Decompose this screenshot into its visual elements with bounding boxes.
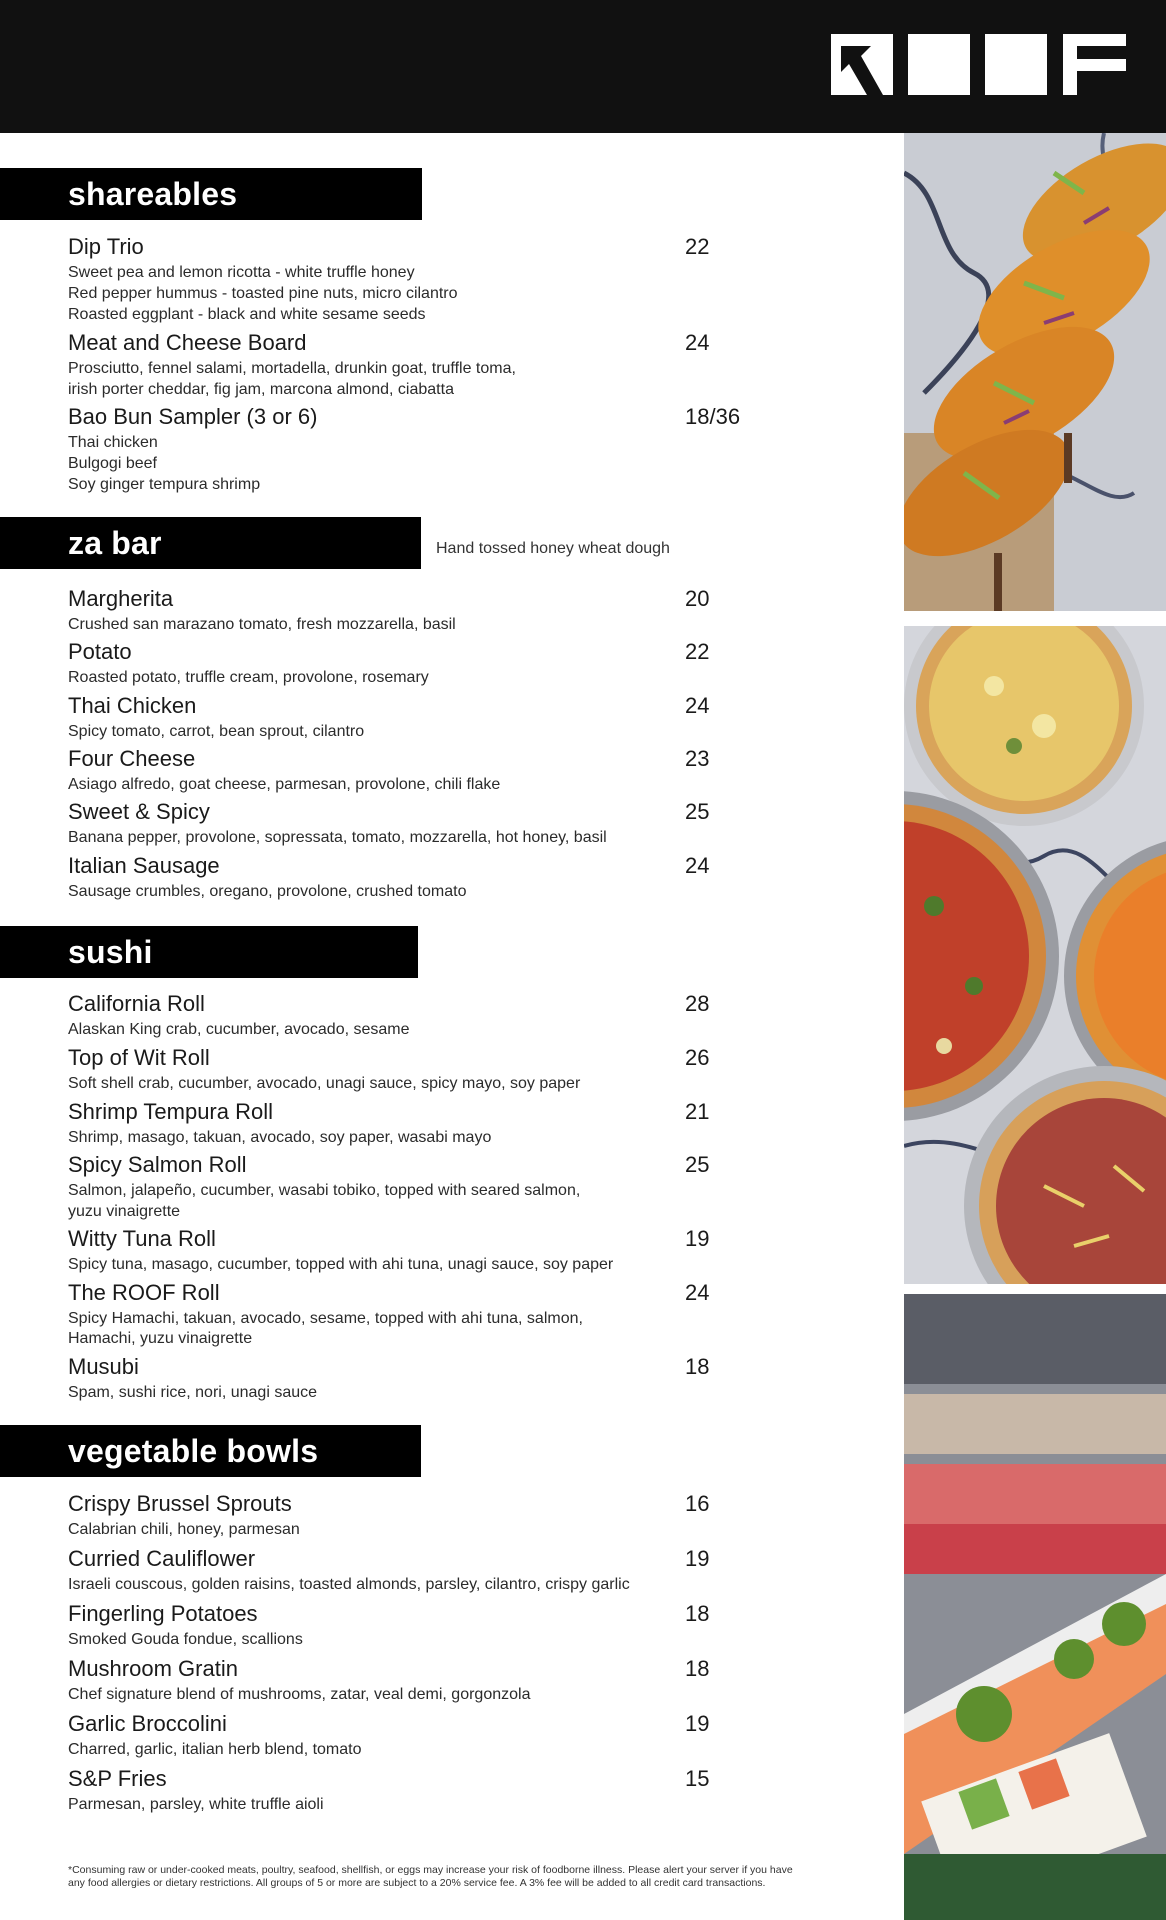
menu-item-price: 24 (685, 330, 710, 355)
menu-item-price: 25 (685, 799, 710, 824)
menu-item-name: Four Cheese (68, 746, 196, 771)
menu-item-desc: Sweet pea and lemon ricotta - white truffle honey (68, 264, 415, 281)
menu-item-name: Italian Sausage (68, 853, 220, 878)
menu-item-desc: Sausage crumbles, oregano, provolone, crushed tomato (68, 883, 467, 900)
sushi-image-icon (904, 1294, 1166, 1920)
menu-item-desc: Charred, garlic, italian herb blend, tomato (68, 1741, 362, 1758)
menu-item-desc: Spicy tuna, masago, cucumber, topped with ahi tuna, unagi sauce, soy paper (68, 1256, 614, 1273)
menu-item-name: Shrimp Tempura Roll (68, 1099, 274, 1124)
menu-item-desc: Salmon, jalapeño, cucumber, wasabi tobiko, topped with seared salmon, (68, 1182, 581, 1199)
section-title: vegetable bowls (68, 1433, 319, 1469)
menu-item-desc: Soy ginger tempura shrimp (68, 476, 261, 493)
menu-item-price: 16 (685, 1491, 710, 1516)
menu-item-price: 22 (685, 234, 710, 259)
menu-item-name: Thai Chicken (68, 693, 197, 718)
menu-item-desc: Soft shell crab, cucumber, avocado, unagi sauce, spicy mayo, soy paper (68, 1075, 581, 1092)
menu-item-name: Crispy Brussel Sprouts (68, 1491, 292, 1516)
menu-item-desc: irish porter cheddar, fig jam, marcona almond, ciabatta (68, 381, 454, 398)
menu-item-desc: Calabrian chili, honey, parmesan (68, 1521, 300, 1538)
menu-item-desc: Crushed san marazano tomato, fresh mozzarella, basil (68, 616, 456, 633)
section-title: shareables (68, 176, 238, 212)
menu-item-name: Top of Wit Roll (68, 1045, 210, 1070)
menu-item-desc: Spicy Hamachi, takuan, avocado, sesame, topped with ahi tuna, salmon, (68, 1310, 583, 1327)
section-header-vegetable-bowls (0, 1425, 421, 1477)
menu-item-desc: Alaskan King crab, cucumber, avocado, sesame (68, 1021, 410, 1038)
menu-item-desc: Shrimp, masago, takuan, avocado, soy paper, wasabi mayo (68, 1129, 492, 1146)
menu-item-name: Curried Cauliflower (68, 1546, 256, 1571)
tacos-photo (904, 133, 1166, 611)
menu-item-name: Musubi (68, 1354, 139, 1379)
menu-item-desc: Hamachi, yuzu vinaigrette (68, 1330, 253, 1347)
menu-item-price: 24 (685, 1280, 710, 1305)
footnote-line: *Consuming raw or under-cooked meats, poultry, seafood, shellfish, or eggs may increase your risk of foodborne illness. Please alert your server if you have (68, 1864, 793, 1876)
header-bar (0, 0, 1166, 133)
menu-item-price: 19 (685, 1226, 710, 1251)
menu-item-desc: Israeli couscous, golden raisins, toasted almonds, parsley, cilantro, crispy garlic (68, 1576, 630, 1593)
menu-item-price: 28 (685, 991, 710, 1016)
photo-column (904, 133, 1166, 1920)
menu-item-name: California Roll (68, 991, 205, 1016)
menu-item-price: 19 (685, 1546, 710, 1571)
menu-item-name: Fingerling Potatoes (68, 1601, 258, 1626)
menu-item-name: Meat and Cheese Board (68, 330, 307, 355)
menu-item-name: The ROOF Roll (68, 1280, 220, 1305)
menu-item-price: 18 (685, 1354, 710, 1379)
sushi-photo (904, 1294, 1166, 1920)
section-header-za-bar (0, 517, 421, 569)
menu-item-price: 25 (685, 1152, 710, 1177)
menu-item-name: Witty Tuna Roll (68, 1226, 216, 1251)
footnote (68, 1864, 858, 1890)
menu-item-name: Garlic Broccolini (68, 1711, 227, 1736)
menu-item-desc: Parmesan, parsley, white truffle aioli (68, 1796, 324, 1813)
menu-item-name: Spicy Salmon Roll (68, 1152, 247, 1177)
section-title: sushi (68, 934, 153, 970)
menu-item-desc: Spam, sushi rice, nori, unagi sauce (68, 1384, 318, 1401)
pizza-image-icon (904, 626, 1166, 1284)
menu-item-price: 24 (685, 853, 710, 878)
section-note: Hand tossed honey wheat dough (436, 540, 670, 557)
menu-item-desc: Chef signature blend of mushrooms, zatar, veal demi, gorgonzola (68, 1686, 531, 1703)
menu-item-price: 21 (685, 1099, 710, 1124)
menu-item-price: 18 (685, 1656, 710, 1681)
menu-item-price: 18 (685, 1601, 710, 1626)
roof-logo-icon (831, 34, 1126, 95)
menu-item-desc: Roasted potato, truffle cream, provolone, rosemary (68, 669, 429, 686)
section-header-shareables (0, 168, 422, 220)
menu-item-desc: Banana pepper, provolone, sopressata, tomato, mozzarella, hot honey, basil (68, 829, 607, 846)
menu-item-price: 22 (685, 639, 710, 664)
menu-item-name: Dip Trio (68, 234, 144, 259)
menu-item-desc: Asiago alfredo, goat cheese, parmesan, provolone, chili flake (68, 776, 501, 793)
menu-item-name: Bao Bun Sampler (3 or 6) (68, 404, 318, 429)
menu-item-desc: Red pepper hummus - toasted pine nuts, micro cilantro (68, 285, 458, 302)
section-title: za bar (68, 525, 162, 561)
menu-item-desc: Thai chicken (68, 434, 158, 451)
menu-item-name: Sweet & Spicy (68, 799, 210, 824)
menu-item-name: Potato (68, 639, 132, 664)
tacos-image-icon (904, 133, 1166, 611)
section-header-sushi (0, 926, 418, 978)
menu-item-name: Mushroom Gratin (68, 1656, 238, 1681)
menu-item-price: 23 (685, 746, 710, 771)
menu-item-price: 15 (685, 1766, 710, 1791)
menu-item-price: 19 (685, 1711, 710, 1736)
footnote-line: any food allergies or dietary restrictions. All groups of 5 or more are subject to a 20% service fee. A 3% fee will be added to all credit card transactions. (68, 1877, 766, 1889)
menu-item-price: 24 (685, 693, 710, 718)
menu-item-price: 26 (685, 1045, 710, 1070)
menu-item-name: S&P Fries (68, 1766, 167, 1791)
menu-item-desc: Smoked Gouda fondue, scallions (68, 1631, 303, 1648)
menu-item-price: 20 (685, 586, 710, 611)
menu-item-desc: Prosciutto, fennel salami, mortadella, drunkin goat, truffle toma, (68, 360, 516, 377)
menu-item-desc: Bulgogi beef (68, 455, 157, 472)
menu-item-desc: Roasted eggplant - black and white sesame seeds (68, 306, 426, 323)
menu-item-name: Margherita (68, 586, 174, 611)
menu-item-desc: Spicy tomato, carrot, bean sprout, cilantro (68, 723, 365, 740)
menu-item-price: 18/36 (685, 404, 741, 429)
pizza-photo (904, 626, 1166, 1284)
menu-item-desc: yuzu vinaigrette (68, 1203, 181, 1220)
